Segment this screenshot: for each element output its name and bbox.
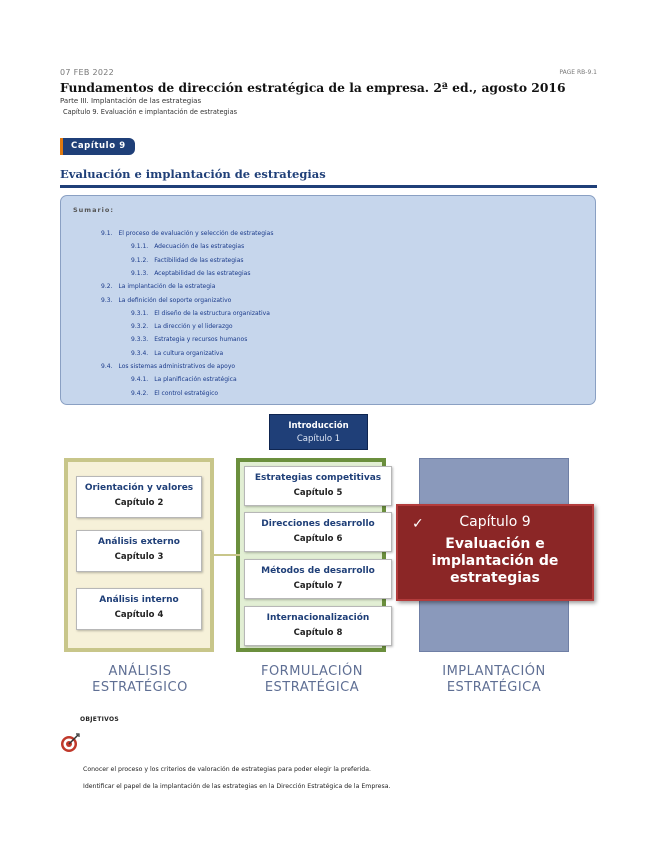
target-icon [60, 733, 80, 753]
intro-title: Introducción [288, 421, 349, 431]
toc-number: 9.3.4. [131, 349, 149, 357]
box-chapter: Capítulo 8 [293, 628, 343, 638]
label-line: ESTRATÉGICO [92, 680, 188, 695]
toc-item[interactable] [131, 323, 233, 330]
label-line: FORMULACIÓN [260, 664, 364, 679]
label-line: ESTRATÉGICA [446, 680, 542, 695]
book-title: Fundamentos de dirección estratégica de la empresa. 2ª ed., agosto 2016 [60, 80, 566, 95]
toc-item[interactable] [131, 243, 244, 250]
toc-item[interactable] [131, 350, 223, 357]
formulation-box [244, 606, 392, 646]
highlight-chapter: Capítulo 9 [459, 514, 531, 530]
box-chapter: Capítulo 3 [114, 552, 164, 562]
connector-line [211, 554, 240, 556]
objective-item: Identificar el papel de la implantación de las estrategias en la Dirección Estratégica de la Empresa. [83, 783, 391, 790]
box-title: Estrategias competitivas [254, 473, 382, 483]
label-line: ANÁLISIS [108, 664, 172, 679]
toc-number: 9.4.2. [131, 389, 149, 397]
toc-number: 9.1. [101, 230, 113, 237]
box-title: Internacionalización [266, 613, 370, 623]
analysis-label [60, 664, 220, 696]
toc-text: Adecuación de las estrategias [154, 243, 245, 251]
formulation-box [244, 512, 392, 552]
box-chapter: Capítulo 7 [293, 581, 343, 591]
toc-item[interactable] [101, 283, 215, 290]
objective-item: Conocer el proceso y los criterios de valoración de estrategias para poder elegir la preferida. [83, 766, 371, 773]
toc-text: La planificación estratégica [154, 376, 237, 384]
toc-number: 9.4. [101, 363, 113, 370]
box-title: Análisis interno [99, 595, 179, 605]
check-icon: ✓ [412, 516, 424, 532]
toc-number: 9.1.1. [131, 243, 149, 251]
toc-item[interactable] [131, 257, 244, 264]
toc-item[interactable] [131, 336, 247, 343]
toc-item[interactable] [131, 390, 218, 397]
section-divider [60, 185, 597, 188]
section-title: Evaluación e implantación de estrategias [60, 167, 326, 181]
toc-text: Estrategia y recursos humanos [154, 336, 248, 344]
breadcrumb-part: Parte III. Implantación de las estrategias [60, 97, 202, 105]
toc-number: 9.3. [101, 296, 113, 304]
objectives-label: OBJETIVOS [80, 716, 119, 723]
toc-text: Factibilidad de las estrategias [154, 256, 244, 264]
toc-number: 9.3.1. [131, 309, 149, 317]
box-title: Métodos de desarrollo [261, 566, 375, 576]
analysis-box [76, 588, 202, 630]
toc-text: La cultura organizativa [154, 349, 224, 357]
box-chapter: Capítulo 2 [114, 498, 164, 508]
toc-item[interactable] [131, 376, 237, 383]
analysis-box [76, 476, 202, 518]
toc-number: 9.2. [101, 283, 113, 291]
document-date: 07 FEB 2022 [60, 68, 115, 77]
box-title: Direcciones desarrollo [261, 519, 375, 529]
toc-text: La definición del soporte organizativo [118, 296, 232, 304]
toc-number: 9.3.3. [131, 336, 149, 344]
summary-box [60, 195, 596, 405]
toc-text: La dirección y el liderazgo [154, 323, 233, 331]
toc-text: Aceptabilidad de las estrategias [154, 269, 251, 277]
strategy-diagram [60, 412, 600, 702]
toc-text: El control estratégico [154, 389, 219, 397]
current-chapter-box [396, 504, 594, 601]
toc-item[interactable] [131, 270, 250, 277]
toc-text: Los sistemas administrativos de apoyo [118, 363, 236, 370]
toc-number: 9.1.2. [131, 256, 149, 264]
box-chapter: Capítulo 5 [293, 488, 343, 498]
box-title: Orientación y valores [84, 483, 194, 493]
box-chapter: Capítulo 4 [114, 610, 164, 620]
breadcrumb-chapter: Capítulo 9. Evaluación e implantación de estrategias [63, 108, 238, 116]
box-title: Análisis externo [98, 537, 180, 547]
toc-number: 9.4.1. [131, 376, 149, 384]
toc-text: La implantación de la estrategia [118, 283, 216, 291]
toc-number: 9.3.2. [131, 323, 149, 331]
toc-text: El diseño de la estructura organizativa [154, 309, 270, 317]
toc-text: El proceso de evaluación y selección de estrategias [118, 230, 274, 237]
toc-item[interactable] [101, 230, 273, 237]
toc-item[interactable] [101, 297, 231, 304]
analysis-box [76, 530, 202, 572]
label-line: IMPLANTACIÓN [442, 664, 546, 679]
toc-number: 9.1.3. [131, 269, 149, 277]
chapter-badge: Capítulo 9 [60, 138, 135, 155]
formulation-label [232, 664, 392, 696]
formulation-box [244, 559, 392, 599]
label-line: ESTRATÉGICA [264, 680, 360, 695]
toc-item[interactable] [131, 310, 270, 317]
intro-box [269, 414, 368, 450]
intro-chapter: Capítulo 1 [296, 434, 341, 444]
formulation-box [244, 466, 392, 506]
toc-item[interactable] [101, 363, 235, 370]
summary-label: Sumario: [73, 206, 114, 214]
box-chapter: Capítulo 6 [293, 534, 343, 544]
highlight-title: Evaluación e implantación de estrategias [431, 536, 559, 586]
implantation-label [414, 664, 574, 696]
page-reference: PAGE RB-9.1 [559, 69, 597, 76]
